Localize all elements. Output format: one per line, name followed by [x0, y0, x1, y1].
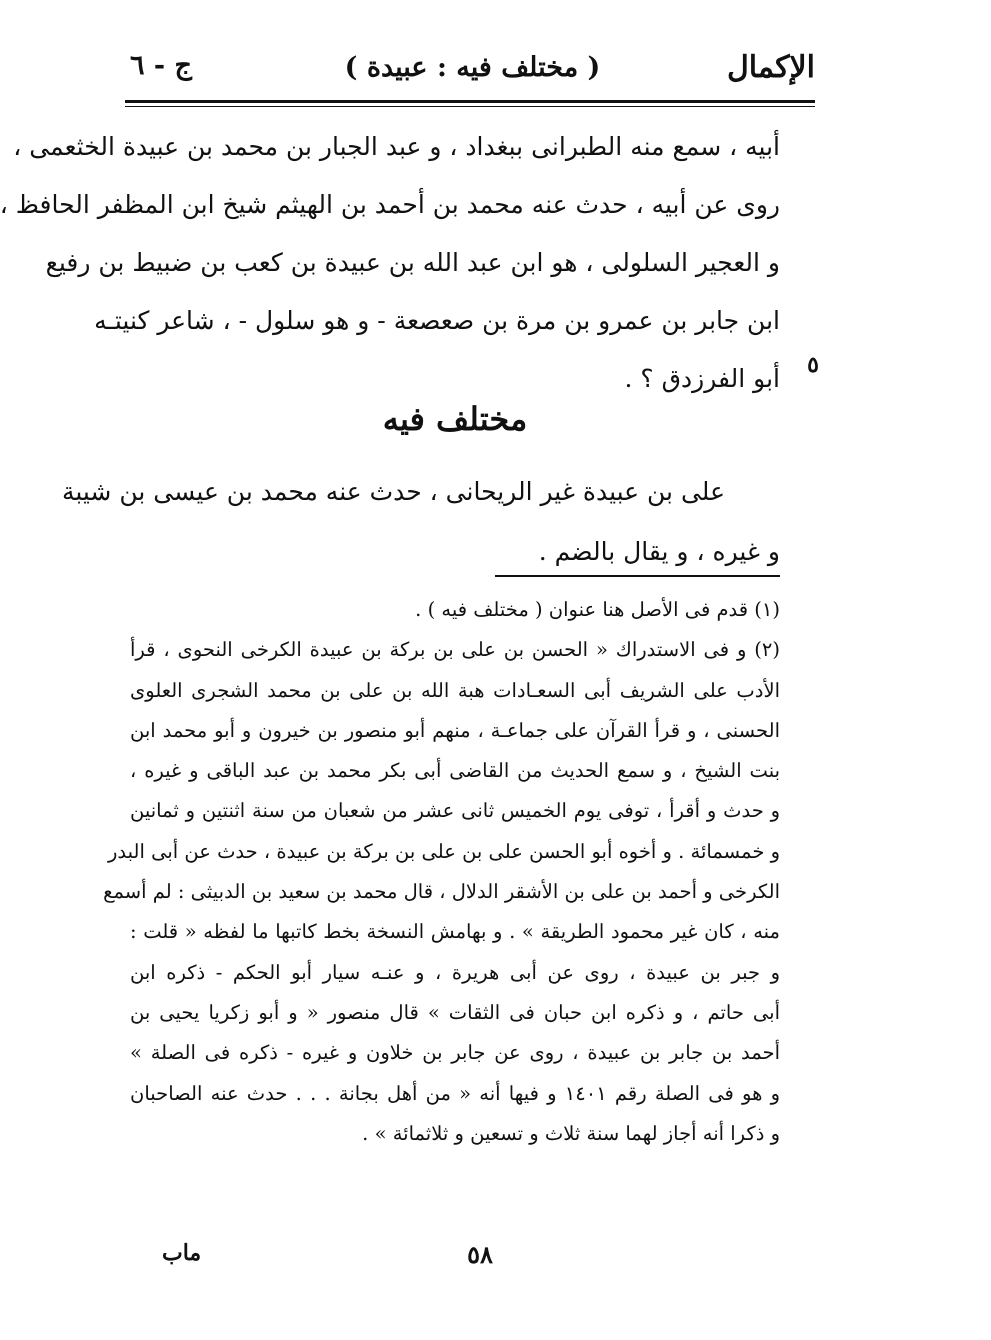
footnote-line: و خمسمائة . و أخوه أبو الحسن على بن على بن بركة بن عبيدة ، حدث عن أبى البدر [108, 839, 780, 863]
footnote-line: الكرخى و أحمد بن على بن الأشقر الدلال ، قال محمد بن سعيد بن الدبيثى : لم أسمع [103, 880, 780, 904]
book-title: الإكمال [726, 50, 815, 85]
section-title: ( مختلف فيه : عبيدة ) [344, 52, 601, 83]
text-line: و العجير السلولى ، هو ابن عبد الله بن عبيدة بن كعب بن ضبيط بن رفيع [45, 248, 780, 277]
entry-text [61, 462, 780, 582]
footnotes [103, 590, 780, 1154]
main-text [0, 118, 780, 408]
text-line: على بن عبيدة غير الريحانى ، حدث عنه محمد بن عيسى بن شيبة [61, 477, 725, 506]
text-line: روى عن أبيه ، حدث عنه محمد بن أحمد بن الهيثم شيخ ابن المظفر الحافظ ، [0, 190, 780, 219]
margin-line-number: ٥ [807, 352, 819, 378]
footnote-line: و حدث و أقرأ ، توفى يوم الخميس ثانى عشر من شعبان من سنة اثنتين و ثمانين [130, 799, 780, 823]
footnote-line: و جبر بن عبيدة ، روى عن أبى هريرة ، و عنـه سيار أبو الحكم - ذكره ابن [130, 960, 780, 984]
footnote-line: أحمد بن جابر بن عبيدة ، روى عن جابر بن خلاون و غيره - ذكره فى الصلة » [130, 1041, 780, 1065]
text-line: أبيه ، سمع منه الطبرانى ببغداد ، و عبد الجبار بن محمد بن عبيدة الخثعمى ، [13, 132, 780, 161]
running-head [130, 50, 815, 100]
section-heading: مختلف فيه [382, 400, 528, 438]
footnote-line: (٢) و فى الاستدراك « الحسن بن على بن بركة بن عبيدة الكرخى النحوى ، قرأ [130, 638, 780, 662]
page-number: ٥٨ [467, 1240, 493, 1269]
header-rule [125, 100, 815, 103]
header-rule-thin [125, 106, 815, 107]
footnote-line: الأدب على الشريف أبى السعـادات هبة الله بن على بن محمد الشجرى العلوى [130, 678, 780, 702]
volume-label: ج - ٦ [130, 50, 192, 81]
footnote-line: (١) قدم فى الأصل هنا عنوان ( مختلف فيه ) . [415, 598, 780, 621]
footnote-line: و ذكرا أنه أجاز لهما سنة ثلاث و تسعين و ثلاثمائة » . [362, 1121, 780, 1145]
text-line: أبو الفرزدق ؟ . [624, 364, 780, 393]
footnote-line: الحسنى ، و قرأ القرآن على جماعـة ، منهم أبو منصور بن خيرون و أبو محمد ابن [130, 718, 780, 742]
text-line: و غيره ، و يقال بالضم . [538, 537, 780, 566]
footnote-line: بنت الشيخ ، و سمع الحديث من القاضى أبى بكر محمد بن عبد الباقى و غيره ، [130, 759, 780, 783]
footnote-rule [495, 575, 780, 577]
text-line: ابن جابر بن عمرو بن مرة بن صعصعة - و هو سلول - ، شاعر كنيتـه [94, 306, 780, 335]
footnote-line: منه ، كان غير محمود الطريقة » . و بهامش النسخة بخط كاتبها ما لفظه « قلت : [130, 920, 780, 944]
footnote-line: و هو فى الصلة رقم ١٤٠١ و فيها أنه « من أهل بجانة . . . حدث عنه الصاحبان [130, 1081, 780, 1105]
signature-mark: ماب [162, 1240, 202, 1266]
footnote-line: أبى حاتم ، و ذكره ابن حبان فى الثقات » قال منصور « و أبو زكريا يحيى بن [130, 1000, 780, 1024]
